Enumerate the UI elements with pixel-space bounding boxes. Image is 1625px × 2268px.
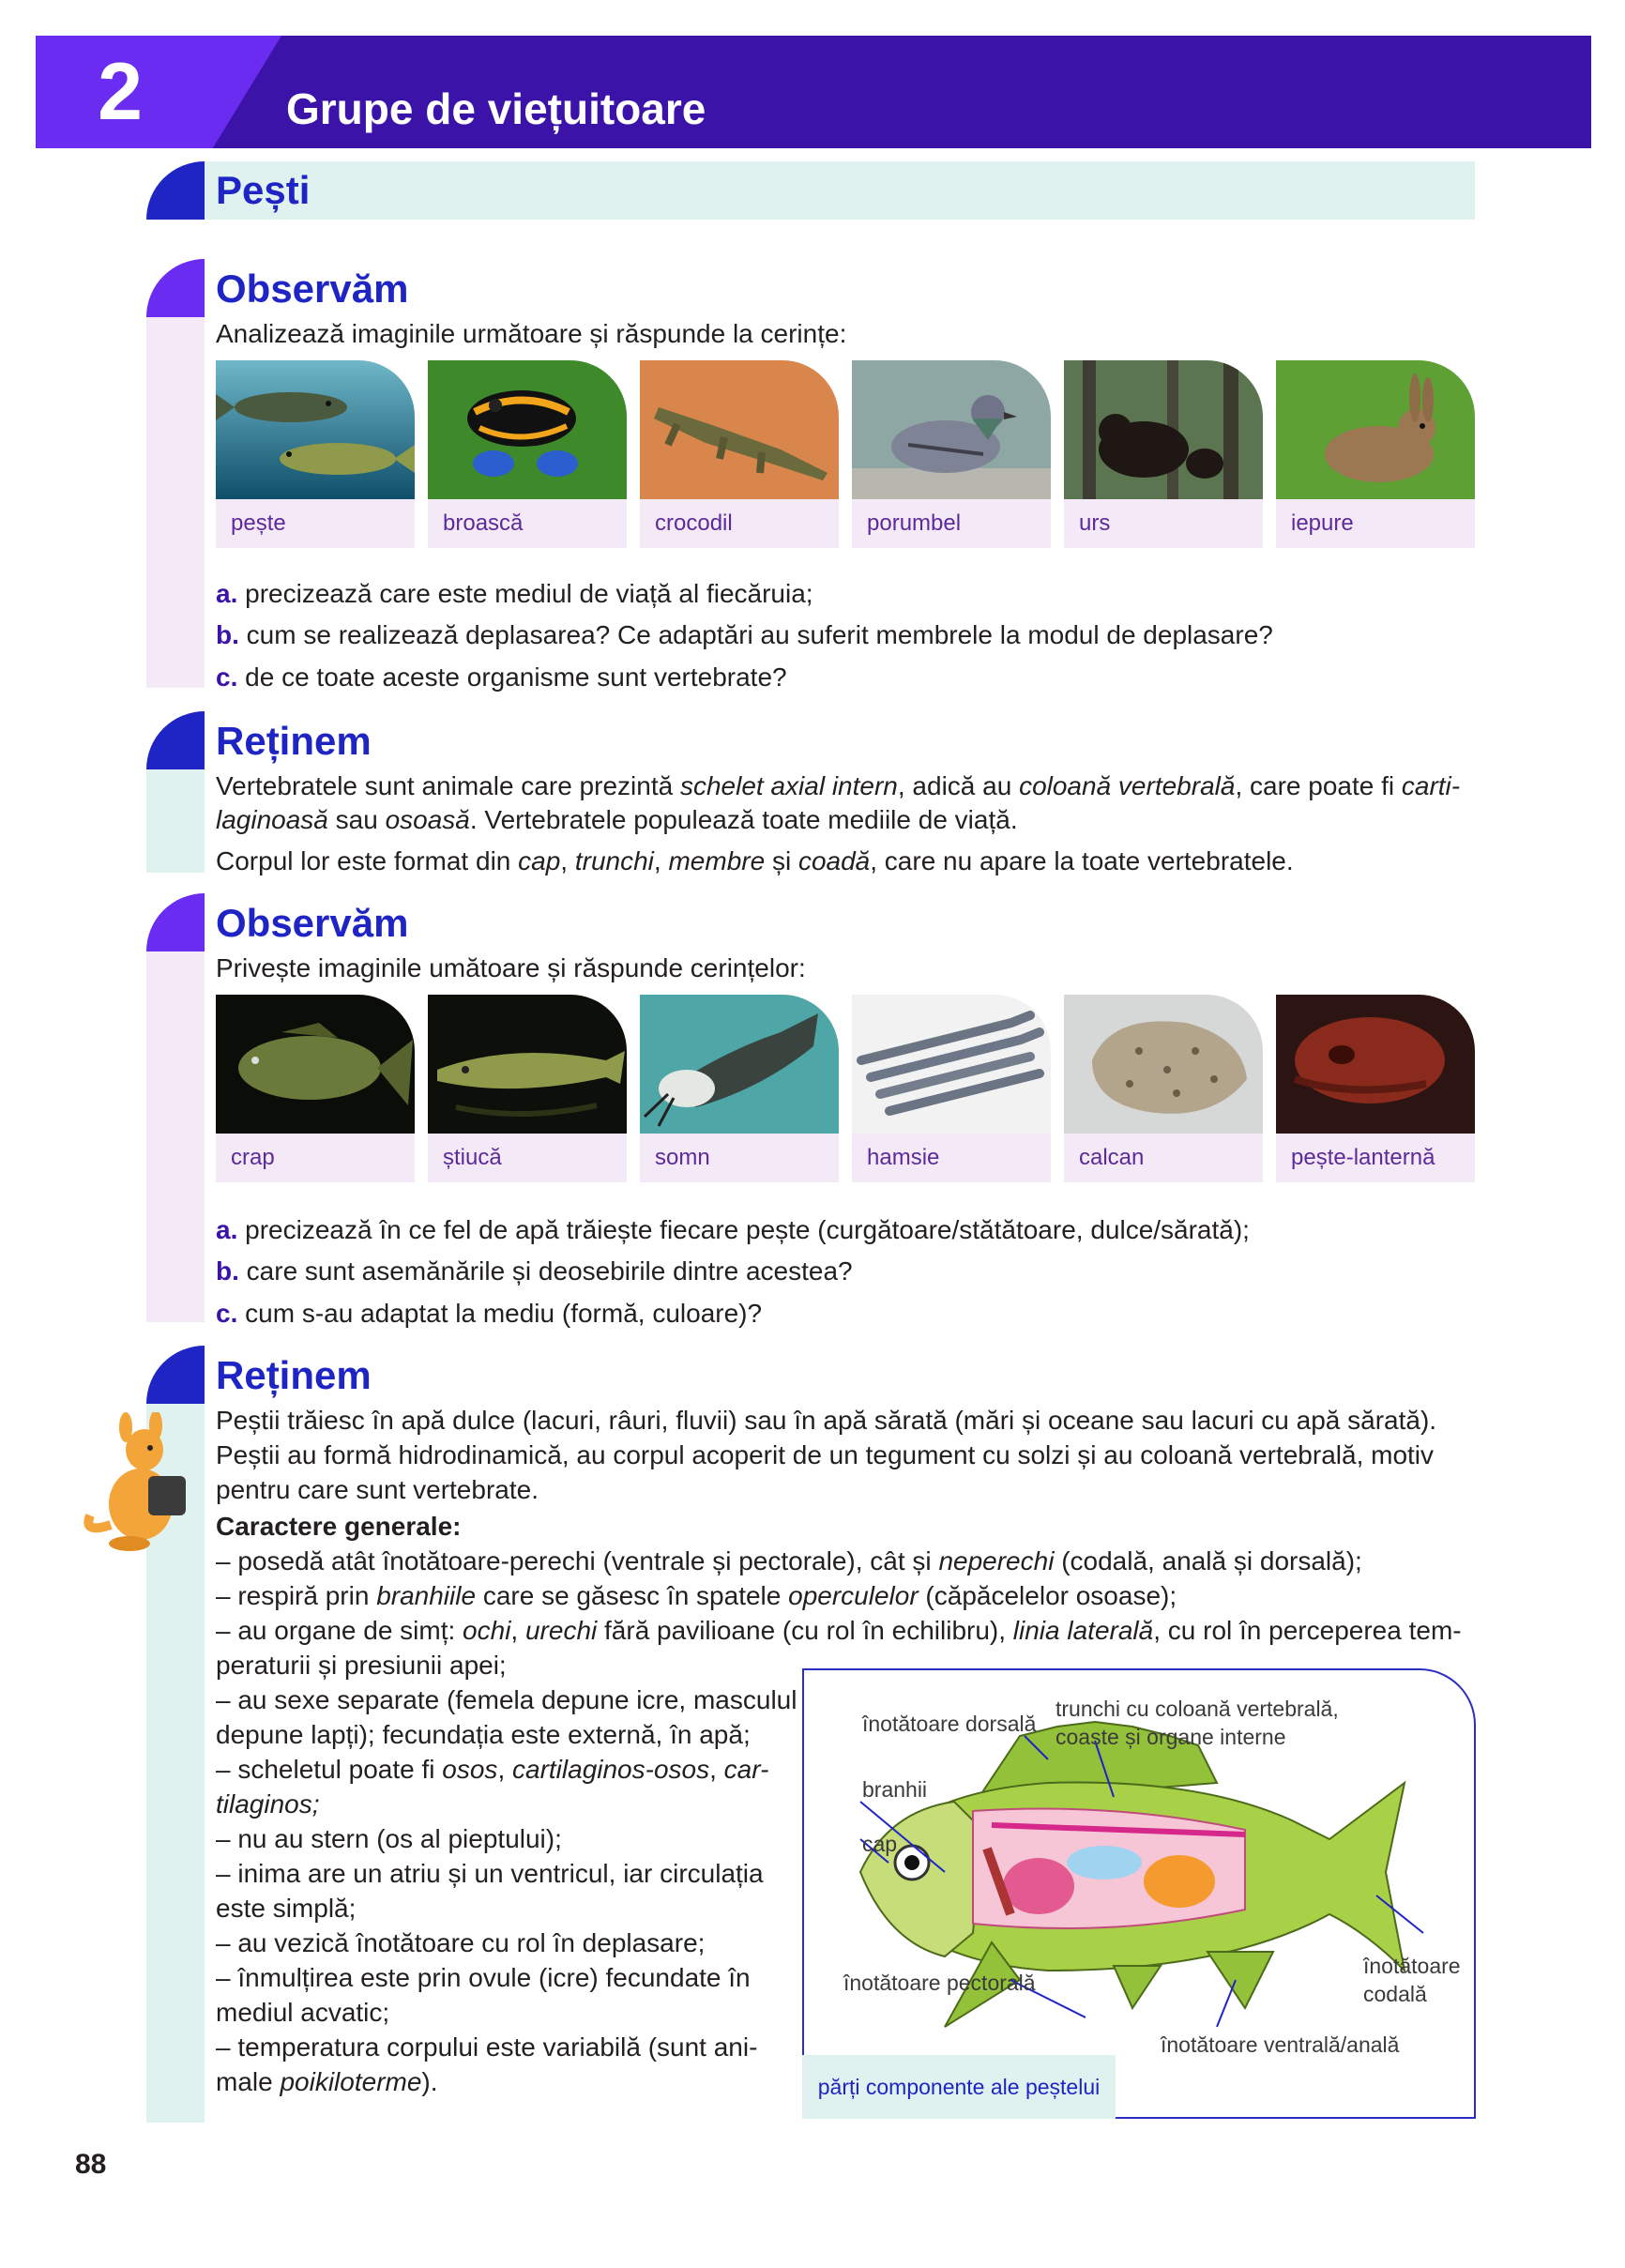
observe1-question: b. cum se realizează deplasarea? Ce adaptări au suferit membrele la modul de deplasare?	[216, 620, 1273, 649]
observe2-side-strip	[146, 951, 205, 1322]
pigeon-photo	[852, 360, 1051, 499]
card-label: calcan	[1064, 1134, 1263, 1182]
anchovy-photo	[852, 995, 1051, 1134]
characteristic-line: tilaginos;	[216, 1789, 320, 1819]
lanternfish-photo	[1276, 995, 1475, 1134]
label-head: cap	[862, 1832, 898, 1856]
card-label: pește-lanternă	[1276, 1134, 1475, 1182]
observe1-corner	[146, 259, 205, 317]
retain1-corner	[146, 711, 205, 769]
retain2-corner	[146, 1346, 205, 1404]
characteristic-line: peraturii și presiunii apei;	[216, 1651, 507, 1680]
observe1-side-strip	[146, 317, 205, 688]
rabbit-photo	[1276, 360, 1475, 499]
card-label: pește	[216, 499, 415, 548]
characteristic-line: – au sexe separate (femela depune icre, masculul	[216, 1685, 797, 1714]
observe1-question: c. de ce toate aceste organisme sunt vertebrate?	[216, 662, 787, 692]
observe2-title: Observăm	[216, 901, 409, 945]
characteristic-line: – au vezică înotătoare cu rol în deplasare;	[216, 1928, 706, 1957]
card-label: crap	[216, 1134, 415, 1182]
retain1-line: laginoasă sau osoasă. Vertebratele populează toate mediile de viață.	[216, 805, 1018, 834]
characteristic-line: – nu au stern (os al pieptului);	[216, 1824, 562, 1853]
characteristic-line: depune lapți); fecundația este externă, în apă;	[216, 1720, 751, 1749]
section-heading-bar	[205, 161, 1475, 220]
label-gills: branhii	[862, 1777, 928, 1802]
characteristic-line: este simplă;	[216, 1894, 357, 1923]
observe2-question: c. cum s-au adaptat la mediu (formă, culoare)?	[216, 1299, 763, 1328]
card-label: știucă	[428, 1134, 627, 1182]
retain2-title: Reținem	[216, 1353, 372, 1397]
characteristic-line: – scheletul poate fi osos, cartilaginos-osos, car-	[216, 1755, 769, 1784]
characteristic-line: – temperatura corpului este variabilă (sunt ani-	[216, 2032, 758, 2062]
label-caudal-fin: înotătoare	[1363, 1954, 1461, 1978]
observe1-question: a. precizează care este mediul de viață al fiecăruia;	[216, 579, 813, 608]
characteristic-line: mediul acvatic;	[216, 1998, 390, 2027]
retain2-intro-line: pentru care sunt vertebrate.	[216, 1475, 539, 1504]
pike-photo	[428, 995, 627, 1134]
image-card	[852, 360, 1051, 567]
card-label: urs	[1064, 499, 1263, 548]
label-trunk-2: coaste și organe interne	[1055, 1725, 1286, 1749]
observe2-question: a. precizează în ce fel de apă trăiește fiecare pește (curgătoare/stătătoare, dulce/sărată);	[216, 1215, 1250, 1244]
observe2-corner	[146, 893, 205, 951]
label-dorsal-fin: înotătoare dorsală	[862, 1712, 1037, 1736]
fish-photo	[216, 360, 415, 499]
turbot-photo	[1064, 995, 1263, 1134]
characteristic-line: – înmulțirea este prin ovule (icre) fecundate în	[216, 1963, 751, 1992]
retain1-title: Reținem	[216, 719, 372, 763]
section-title: Pești	[216, 168, 311, 212]
retain1-side-strip	[146, 769, 205, 873]
characteristic-line: – respiră prin branhiile care se găsesc în spatele operculelor (căpăcelelor osoase);	[216, 1581, 1177, 1610]
label-caudal-fin-2: codală	[1363, 1982, 1427, 2006]
image-card	[1276, 360, 1475, 567]
crocodile-photo	[640, 360, 839, 499]
label-ventral-anal-fin: înotătoare ventrală/anală	[1161, 2032, 1400, 2057]
general-characters-heading: Caractere generale:	[216, 1512, 462, 1541]
diagram-caption: părți componente ale peștelui	[802, 2055, 1116, 2119]
image-card	[852, 995, 1051, 1201]
carp-photo	[216, 995, 415, 1134]
card-label: somn	[640, 1134, 839, 1182]
retain2-intro-line: Peștii trăiesc în apă dulce (lacuri, râuri, fluvii) sau în apă sărată (mări și oceane sau lacuri cu apă sărată).	[216, 1406, 1437, 1435]
frog-photo	[428, 360, 627, 499]
image-card	[640, 995, 839, 1201]
characteristic-line: – posedă atât înotătoare-perechi (ventrale și pectorale), cât și neperechi (codală, anală și dorsală);	[216, 1546, 1362, 1575]
card-label: porumbel	[852, 499, 1051, 548]
card-label: hamsie	[852, 1134, 1051, 1182]
observe2-intro: Privește imaginile umătoare și răspunde cerințelor:	[216, 953, 806, 982]
bear-photo	[1064, 360, 1263, 499]
kangaroo-mascot-illustration	[83, 1412, 199, 1553]
image-card	[1064, 995, 1263, 1201]
chapter-number: 2	[98, 47, 143, 137]
catfish-photo	[640, 995, 839, 1134]
label-pectoral-fin: înotătoare pectorală	[843, 1971, 1036, 1995]
card-label: broască	[428, 499, 627, 548]
section-heading-corner	[146, 161, 205, 220]
image-card	[1276, 995, 1475, 1201]
image-card	[428, 360, 627, 567]
characteristic-line: – au organe de simț: ochi, urechi fără pavilioane (cu rol în echilibru), linia laterală, cu rol în perceperea tem-	[216, 1616, 1462, 1645]
retain1-line: Vertebratele sunt animale care prezintă schelet axial intern, adică au coloană vertebrală, care poate fi carti-	[216, 771, 1461, 800]
image-card	[640, 360, 839, 567]
label-trunk: trunchi cu coloană vertebrală,	[1055, 1697, 1339, 1721]
retain1-line: Corpul lor este format din cap, trunchi, membre și coadă, care nu apare la toate vertebratele.	[216, 846, 1294, 875]
image-card	[216, 995, 415, 1201]
chapter-title: Grupe de viețuitoare	[286, 84, 706, 133]
characteristic-line: – inima are un atriu și un ventricul, iar circulația	[216, 1859, 764, 1888]
fish-anatomy-diagram	[802, 1668, 1476, 2119]
retain2-intro-line: Peștii au formă hidrodinamică, au corpul acoperit de un tegument cu solzi și au coloană vertebrală, motiv	[216, 1440, 1435, 1469]
observe1-intro: Analizează imaginile următoare și răspunde la cerințe:	[216, 319, 847, 348]
observe1-title: Observăm	[216, 266, 409, 311]
image-card	[428, 995, 627, 1201]
page-number: 88	[75, 2149, 107, 2180]
card-label: iepure	[1276, 499, 1475, 548]
image-card	[216, 360, 415, 567]
image-card	[1064, 360, 1263, 567]
observe2-question: b. care sunt asemănările și deosebirile dintre acestea?	[216, 1256, 853, 1286]
card-label: crocodil	[640, 499, 839, 548]
characteristic-line: male poikiloterme).	[216, 2067, 438, 2096]
